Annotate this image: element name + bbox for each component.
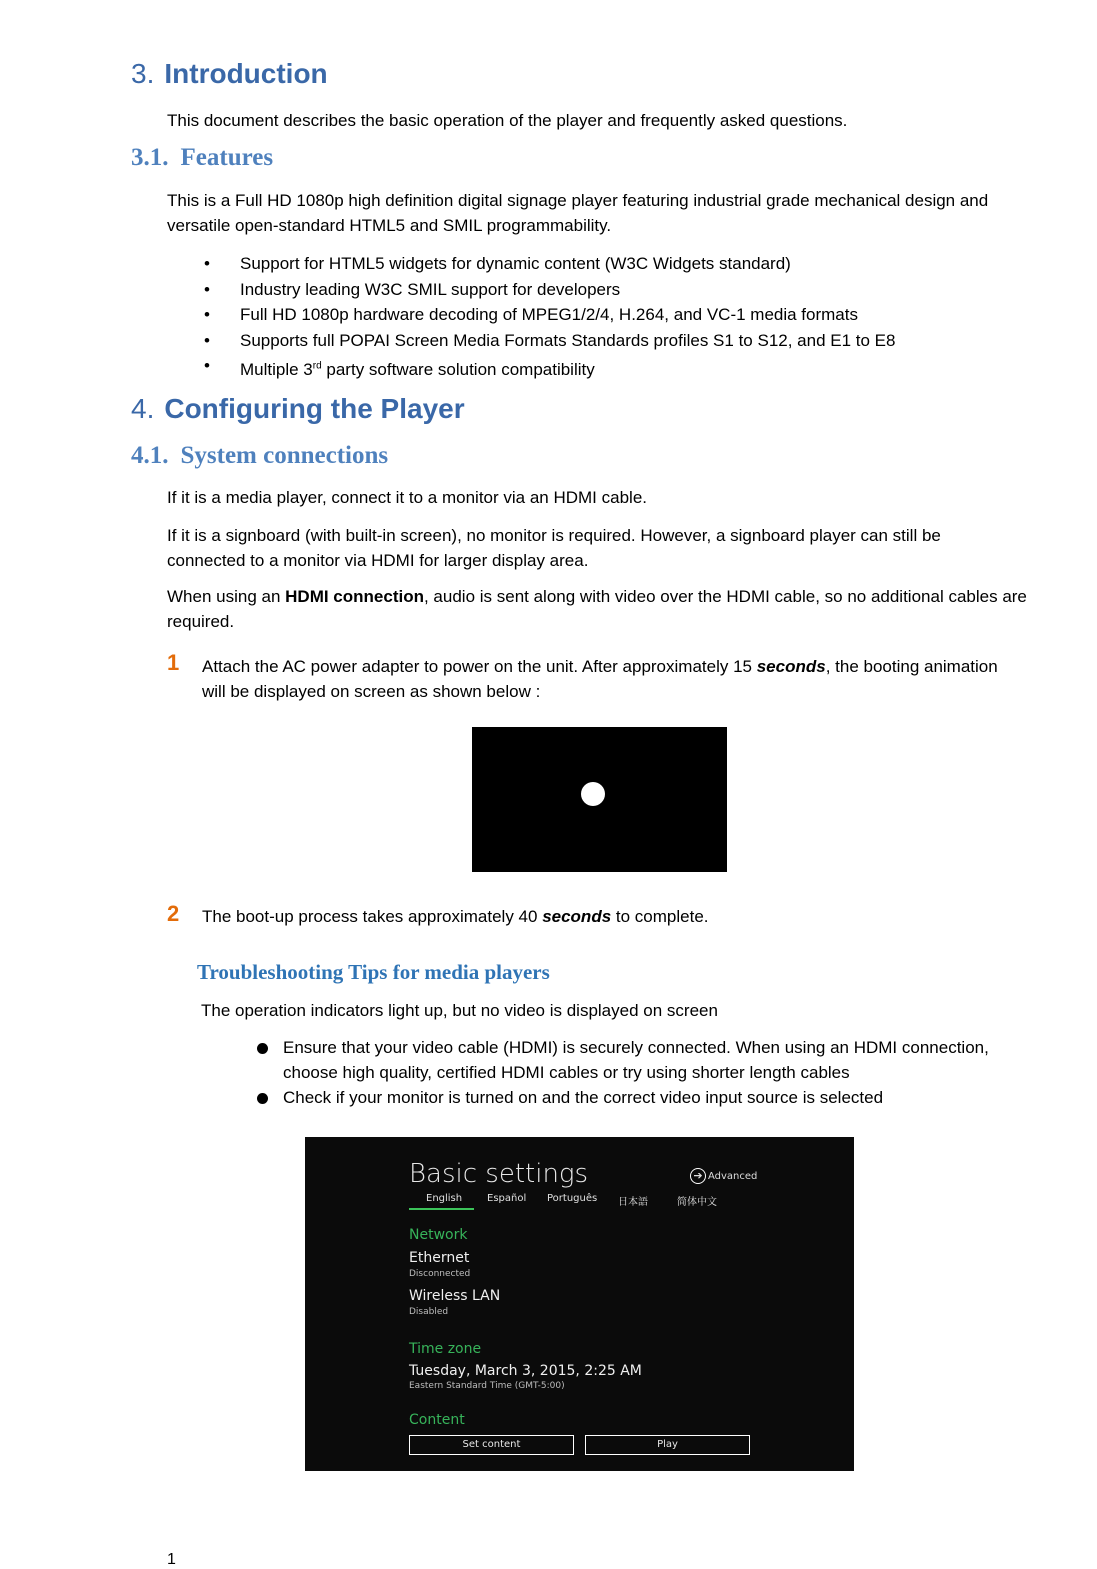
tab-english[interactable]: English [426,1193,463,1204]
section-number: 3. [131,58,155,89]
list-item-continuation: choose high quality, certified HDMI cables or try using shorter length cables [283,1063,850,1082]
troubleshooting-intro: The operation indicators light up, but no video is displayed on screen [201,1001,718,1020]
troubleshooting-heading: Troubleshooting Tips for media players [197,960,550,984]
section-4-heading [131,393,465,425]
paragraph-line: connected to a monitor via HDMI for larger display area. [167,551,589,570]
section-title: Configuring the Player [164,393,465,424]
basic-settings-screenshot [305,1137,854,1471]
section-title: Introduction [164,58,328,89]
paragraph-line: Attach the AC power adapter to power on the unit. After approximately 15 seconds, the booting animation [202,657,998,676]
bullet-icon: • [204,330,210,350]
intro-paragraph: This document describes the basic operation of the player and frequently asked questions. [167,111,848,130]
list-item-text: Industry leading W3C SMIL support for developers [240,279,621,299]
network-section-label: Network [409,1227,468,1243]
bullet-icon: • [204,279,210,299]
list-item-text: Full HD 1080p hardware decoding of MPEG1/2/4, H.264, and VC-1 media formats [240,305,858,324]
features-list [204,251,896,379]
list-item [204,277,895,303]
list-item [204,328,896,354]
step-number: 2 [167,901,180,926]
section-4-1-heading [131,442,388,470]
datetime-item[interactable]: Tuesday, March 3, 2015, 2:25 AM [409,1363,642,1379]
advanced-link[interactable]: ➔ Advanced [690,1168,757,1184]
step-number: 1 [167,650,180,675]
step-1-text [202,654,998,704]
wireless-lan-item[interactable]: Wireless LAN [409,1288,501,1304]
connections-paragraph-3 [167,584,1027,634]
troubleshooting-list [283,1035,989,1110]
list-item: Check if your monitor is turned on and the correct video input source is selected [283,1085,989,1110]
step-2-text: The boot-up process takes approximately 40 seconds to complete. [202,907,709,926]
tab-portugues[interactable]: Português [547,1193,598,1204]
paragraph-line: When using an HDMI connection, audio is sent along with video over the HDMI cable, so no additional cables are [167,587,1027,606]
bullet-icon: • [204,305,210,324]
features-paragraph [167,188,988,238]
paragraph-line: required. [167,612,235,631]
connections-paragraph-2 [167,523,941,573]
section-title: Features [180,144,274,171]
selected-tab-indicator [409,1208,474,1210]
settings-title: Basic settings [409,1159,589,1189]
section-number: 3.1. [131,144,169,171]
section-title: System connections [180,442,389,469]
section-number: 4.1. [131,442,169,469]
boot-spinner-dot [581,782,605,806]
content-section-label: Content [409,1412,465,1428]
list-item-text: Support for HTML5 widgets for dynamic content (W3C Widgets standard) [240,254,791,273]
list-item [204,251,895,277]
connections-paragraph-1: If it is a media player, connect it to a monitor via an HDMI cable. [167,488,647,507]
features-line-1: This is a Full HD 1080p high definition digital signage player featuring industrial grade mechanical design and [167,191,989,210]
bullet-icon: • [204,356,210,375]
tab-chinese[interactable]: 简体中文 [677,1197,717,1208]
section-3-1-heading [131,144,273,172]
section-3-heading [131,58,328,90]
ethernet-status: Disconnected [409,1269,471,1279]
paragraph-line: will be displayed on screen as shown below : [202,682,541,701]
list-item-text: Supports full POPAI Screen Media Formats Standards profiles S1 to S12, and E1 to E8 [240,330,896,350]
boot-animation-screenshot [472,727,727,872]
list-item-text: Multiple 3rd party software solution compatibility [240,359,595,379]
bullet-icon: • [204,254,210,273]
tab-espanol[interactable]: Español [487,1193,527,1204]
paragraph-line: If it is a signboard (with built-in screen), no monitor is required. However, a signboard player can still be [167,526,941,545]
list-item [204,302,895,328]
tab-japanese[interactable]: 日本語 [618,1197,648,1208]
ethernet-item[interactable]: Ethernet [409,1250,470,1266]
list-item: Ensure that your video cable (HDMI) is securely connected. When using an HDMI connection, [283,1035,989,1060]
list-item [204,353,895,379]
timezone-section-label: Time zone [409,1341,482,1357]
wireless-status: Disabled [409,1307,449,1317]
section-number: 4. [131,393,155,424]
timezone-value: Eastern Standard Time (GMT-5:00) [409,1381,565,1391]
arrow-right-circle-icon: ➔ [690,1168,706,1184]
features-line-2: versatile open-standard HTML5 and SMIL programmability. [167,216,612,235]
bullet-icon [257,1043,268,1054]
set-content-button[interactable]: Set content [409,1435,574,1455]
play-button[interactable]: Play [585,1435,750,1455]
page-number: 1 [167,1551,176,1568]
bullet-icon [257,1093,268,1104]
